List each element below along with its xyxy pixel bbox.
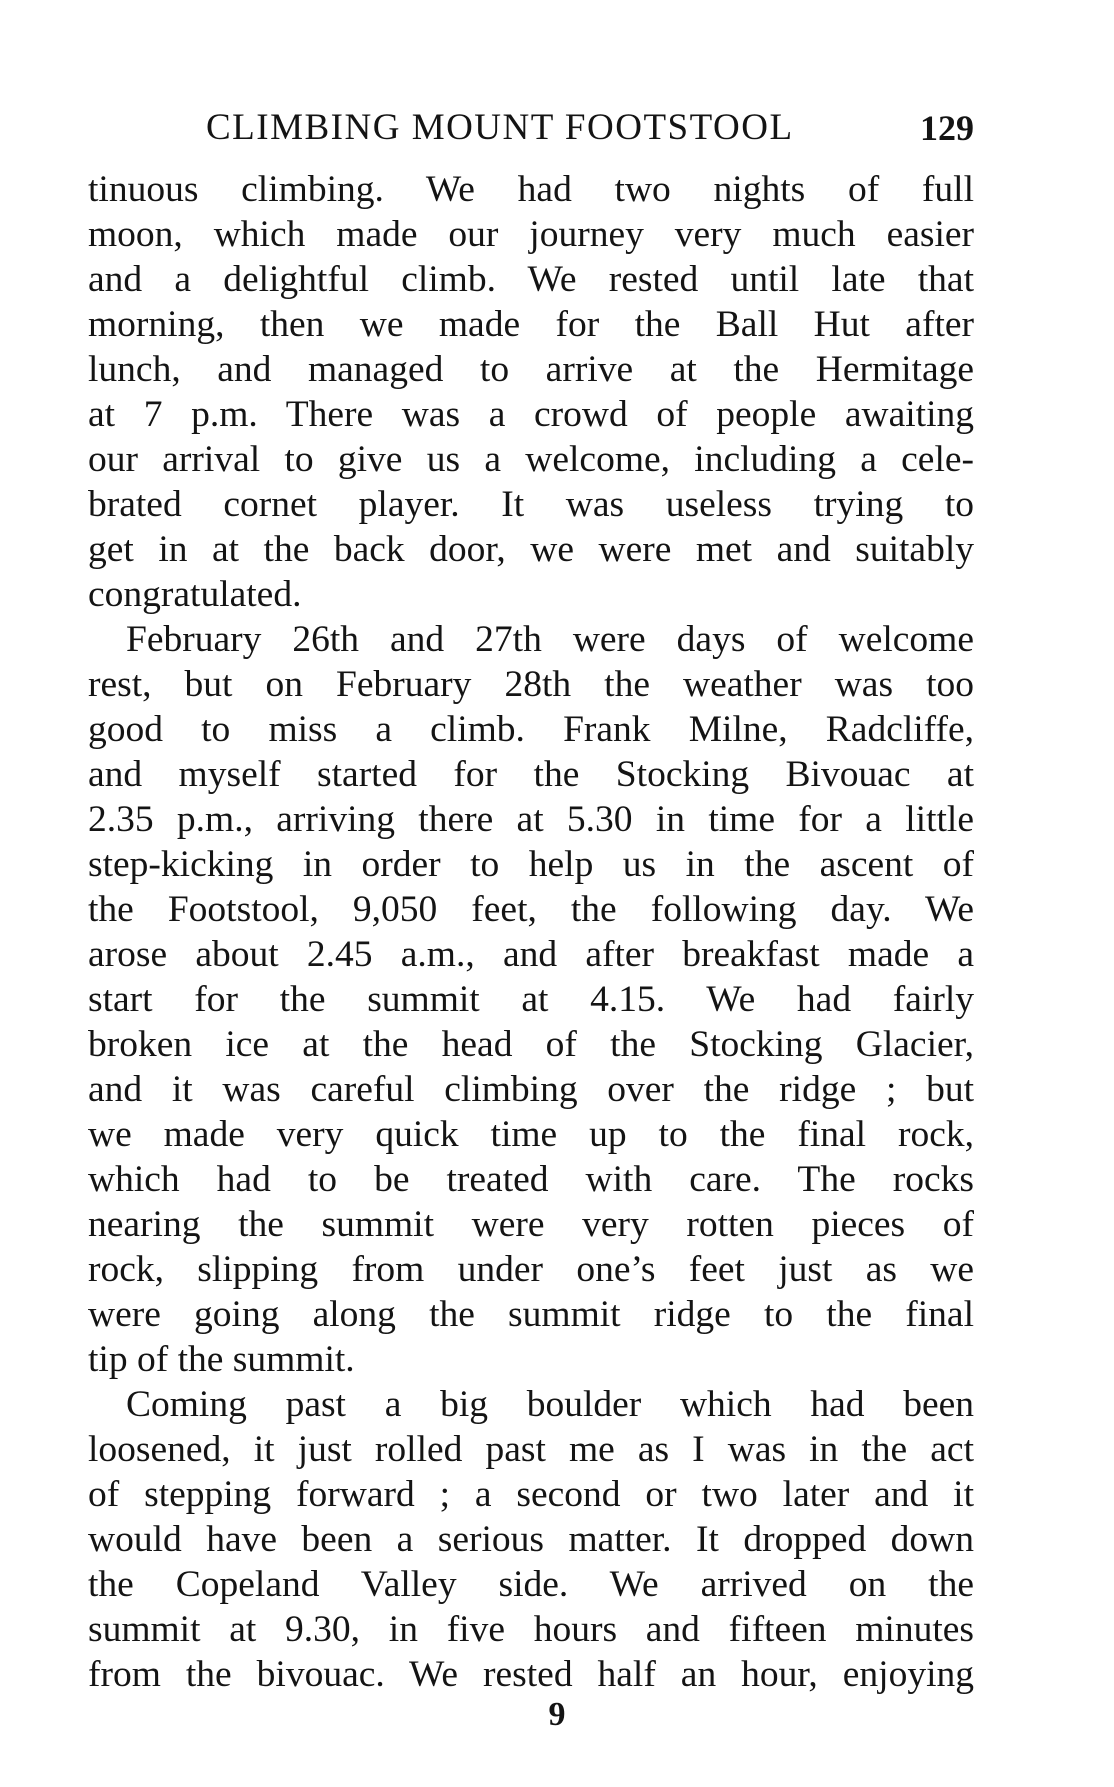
text-line: broken ice at the head of the Stocking Glacier, — [88, 1024, 974, 1065]
text-line: from the bivouac. We rested half an hour, enjoying — [88, 1654, 974, 1695]
text-line: we made very quick time up to the final rock, — [88, 1114, 974, 1155]
text-line: step-kicking in order to help us in the ascent of — [88, 844, 974, 885]
text-line: of stepping forward ; a second or two later and it — [88, 1474, 974, 1515]
text-line: lunch, and managed to arrive at the Hermitage — [88, 349, 974, 390]
text-line: our arrival to give us a welcome, including a cele- — [88, 439, 974, 480]
text-line: and myself started for the Stocking Bivouac at — [88, 754, 974, 795]
text-line: loosened, it just rolled past me as I was in the act — [88, 1429, 974, 1470]
page-number: 129 — [920, 108, 974, 148]
text-line: moon, which made our journey very much easier — [88, 214, 974, 255]
body-text — [88, 167, 974, 1697]
text-line: the Footstool, 9,050 feet, the following day. We — [88, 889, 974, 930]
text-line: start for the summit at 4.15. We had fairly — [88, 979, 974, 1020]
paragraph-end-line: congratulated. — [88, 574, 302, 615]
text-line: at 7 p.m. There was a crowd of people awaiting — [88, 394, 974, 435]
signature-mark: 9 — [548, 1696, 566, 1733]
text-line: were going along the summit ridge to the final — [88, 1294, 974, 1335]
text-line: nearing the summit were very rotten pieces of — [88, 1204, 974, 1245]
text-line: tinuous climbing. We had two nights of full — [88, 169, 974, 210]
text-line: the Copeland Valley side. We arrived on the — [88, 1564, 974, 1605]
paragraph-start-line: Coming past a big boulder which had been — [126, 1384, 974, 1425]
text-line: and a delightful climb. We rested until late that — [88, 259, 974, 300]
text-line: brated cornet player. It was useless trying to — [88, 484, 974, 525]
text-line: arose about 2.45 a.m., and after breakfast made a — [88, 934, 974, 975]
text-line: rest, but on February 28th the weather was too — [88, 664, 974, 705]
text-line: 2.35 p.m., arriving there at 5.30 in time for a little — [88, 799, 974, 840]
text-line: good to miss a climb. Frank Milne, Radcliffe, — [88, 709, 974, 750]
paragraph-end-line: tip of the summit. — [88, 1339, 355, 1380]
text-line: and it was careful climbing over the ridge ; but — [88, 1069, 974, 1110]
text-line: would have been a serious matter. It dropped down — [88, 1519, 974, 1560]
running-title: CLIMBING MOUNT FOOTSTOOL — [206, 107, 794, 148]
text-line: rock, slipping from under one’s feet just as we — [88, 1249, 974, 1290]
text-line: morning, then we made for the Ball Hut after — [88, 304, 974, 345]
paragraph-start-line: February 26th and 27th were days of welcome — [126, 619, 974, 660]
running-head — [88, 98, 974, 158]
text-line: which had to be treated with care. The rocks — [88, 1159, 974, 1200]
text-line: summit at 9.30, in five hours and fifteen minutes — [88, 1609, 974, 1650]
text-line: get in at the back door, we were met and suitably — [88, 529, 974, 570]
